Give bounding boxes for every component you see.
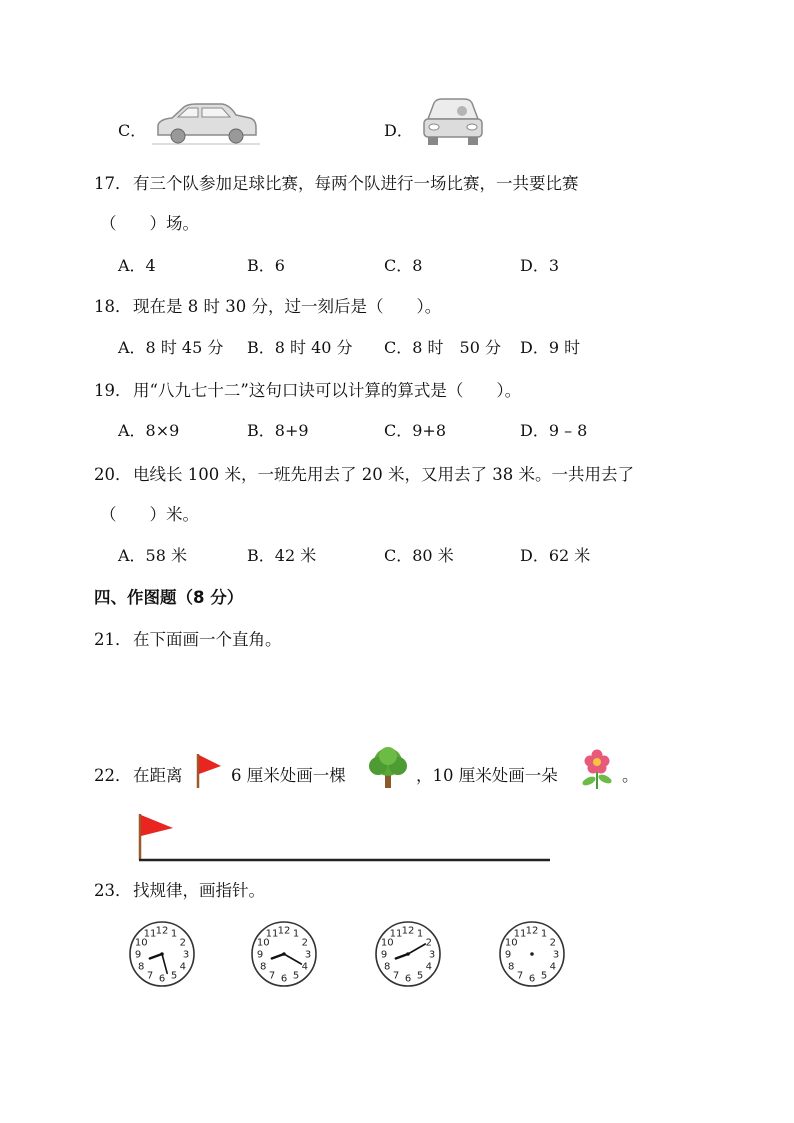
q20-text-line2: （ ）米。: [100, 505, 199, 524]
clock-face: [126, 918, 198, 990]
clock-numeral: 11: [143, 928, 157, 940]
q16-option-c: C．: [118, 121, 147, 140]
q18-option-c: C．8 时 50 分: [384, 338, 501, 357]
clock-numeral: 8: [260, 961, 267, 973]
car-side-icon: [152, 101, 260, 147]
q20-option-c: C．80 米: [384, 546, 454, 565]
q19-text: 用“八九七十二”这句口诀可以计算的算式是（ ）。: [133, 381, 522, 400]
clock-numeral: 1: [292, 928, 300, 940]
q18-text: 现在是 8 时 30 分，过一刻后是（ ）。: [133, 297, 442, 316]
clock-numeral: 5: [170, 970, 178, 982]
clock-numeral: 4: [425, 961, 432, 973]
q19-number: 19．: [94, 381, 132, 400]
clock-numeral: 3: [304, 949, 312, 961]
clock-numeral: 10: [256, 937, 270, 949]
clock-numeral: 3: [182, 949, 190, 961]
car-front-icon: [420, 97, 486, 149]
q19-option-a: A．8×9: [118, 421, 180, 440]
tree-icon: [368, 746, 408, 790]
q22-number: 22．: [94, 766, 132, 785]
clock-numeral: 3: [552, 949, 560, 961]
q20-option-b: B．42 米: [247, 546, 317, 565]
clock-numeral: 1: [540, 928, 548, 940]
clock-numeral: 6: [280, 973, 288, 985]
q22-text-part3: ，10 厘米处画一朵: [416, 766, 558, 785]
clock-numeral: 9: [504, 949, 512, 961]
q17-option-c: C．8: [384, 256, 423, 275]
clock-numeral: 6: [528, 973, 536, 985]
clock-numeral: 2: [301, 937, 308, 949]
q20-text: 电线长 100 米，一班先用去了 20 米，又用去了 38 米。一共用去了: [133, 465, 634, 484]
clock-face: [372, 918, 444, 990]
q23-number: 23．: [94, 881, 132, 900]
clock-numeral: 2: [179, 937, 186, 949]
clock-numeral: 9: [380, 949, 388, 961]
clock-numeral: 12: [277, 925, 291, 937]
q20-number: 20．: [94, 465, 132, 484]
clock-numeral: 11: [389, 928, 403, 940]
blank-clock-face[interactable]: [496, 918, 568, 990]
clock-numeral: 5: [292, 970, 300, 982]
q16-option-d: D．: [384, 121, 413, 140]
clock-numeral: 11: [265, 928, 279, 940]
q18-option-d: D．9 时: [520, 338, 581, 357]
q22-text-part1: 在距离: [133, 766, 183, 785]
clock-numeral: 12: [525, 925, 539, 937]
q19-option-d: D．9 – 8: [520, 421, 588, 440]
q21-text: 在下面画一个直角。: [133, 630, 282, 649]
clock-numeral: 8: [384, 961, 391, 973]
clock-numeral: 10: [504, 937, 518, 949]
q17-text: 有三个队参加足球比赛，每两个队进行一场比赛，一共要比赛: [133, 174, 579, 193]
q20-option-d: D．62 米: [520, 546, 591, 565]
clock-numeral: 5: [416, 970, 424, 982]
clock-numeral: 12: [155, 925, 169, 937]
clock-numeral: 7: [392, 970, 400, 982]
clock-numeral: 2: [425, 937, 432, 949]
clock-numeral: 7: [146, 970, 154, 982]
q23-text: 找规律，画指针。: [133, 881, 265, 900]
clock-numeral: 1: [416, 928, 424, 940]
q21-number: 21．: [94, 630, 132, 649]
clock-numeral: 3: [428, 949, 436, 961]
clock-numeral: 1: [170, 928, 178, 940]
q17-number: 17．: [94, 174, 132, 193]
flag-cloth: [141, 815, 173, 836]
q18-option-b: B．8 时 40 分: [247, 338, 353, 357]
clock-numeral: 4: [301, 961, 308, 973]
q17-text-line2: （ ）场。: [100, 214, 199, 233]
clock-numeral: 4: [549, 961, 556, 973]
q17-option-d: D．3: [520, 256, 560, 275]
q17-option-a: A．4: [118, 256, 156, 275]
q22-text-part4: 。: [622, 766, 639, 785]
clock-numeral: 4: [179, 961, 186, 973]
clock-numeral: 10: [134, 937, 148, 949]
clock-numeral: 2: [549, 937, 556, 949]
q18-option-a: A．8 时 45 分: [118, 338, 224, 357]
clock-numeral: 9: [134, 949, 142, 961]
q22-drawing-area[interactable]: [136, 810, 554, 864]
clock-center: [530, 952, 534, 956]
q20-option-a: A．58 米: [118, 546, 188, 565]
clock-numeral: 5: [540, 970, 548, 982]
q19-option-c: C．9+8: [384, 421, 447, 440]
q19-option-b: B．8+9: [247, 421, 309, 440]
clock-numeral: 9: [256, 949, 264, 961]
section-title: 四、作图题（8 分）: [94, 588, 244, 607]
clock-face: [248, 918, 320, 990]
clock-numeral: 10: [380, 937, 394, 949]
q17-option-b: B．6: [247, 256, 285, 275]
clock-numeral: 12: [401, 925, 415, 937]
clock-numeral: 6: [158, 973, 166, 985]
q22-text-part2: 6 厘米处画一棵: [231, 766, 346, 785]
flag-icon: [195, 752, 223, 790]
flower-icon: [578, 749, 616, 791]
clock-numeral: 6: [404, 973, 412, 985]
clock-numeral: 7: [268, 970, 276, 982]
clock-numeral: 8: [138, 961, 145, 973]
clock-numeral: 8: [508, 961, 515, 973]
clock-numeral: 11: [513, 928, 527, 940]
clock-numeral: 7: [516, 970, 524, 982]
q18-number: 18．: [94, 297, 132, 316]
